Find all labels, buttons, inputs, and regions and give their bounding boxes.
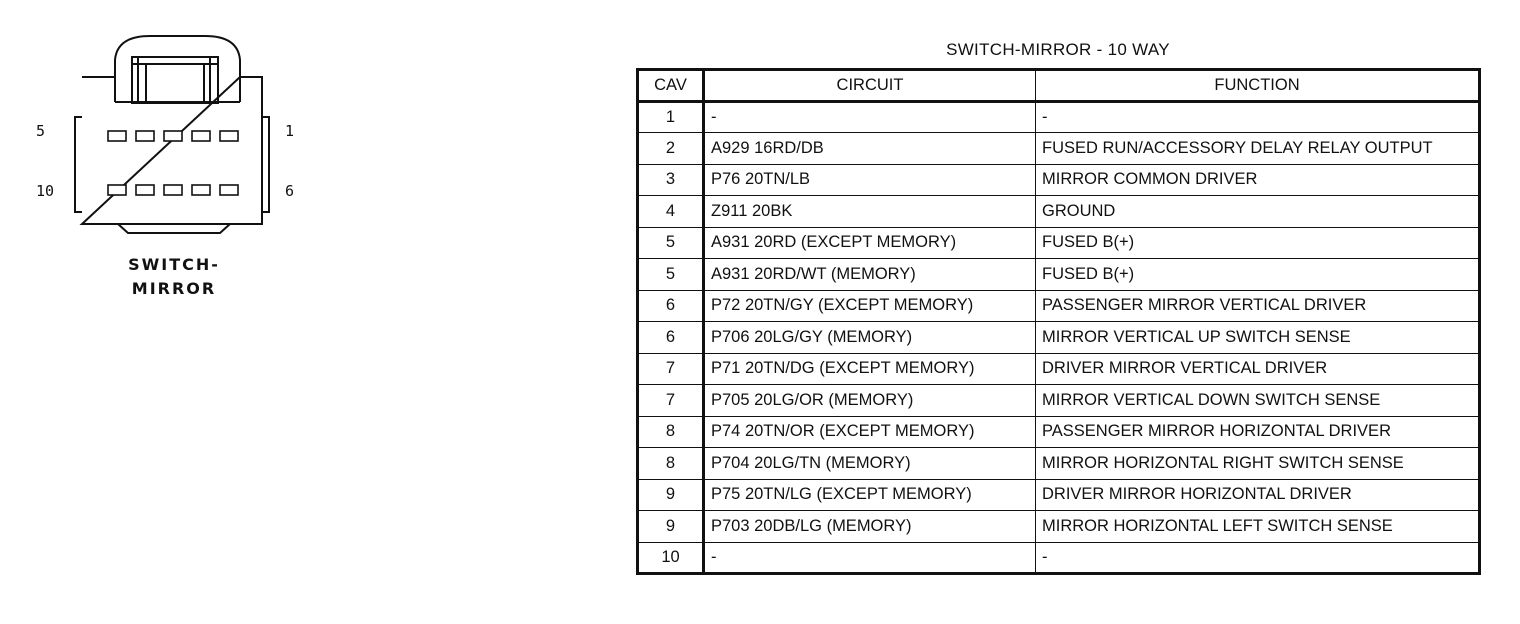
table-row	[638, 259, 1480, 291]
cell-cav: 3	[638, 164, 704, 196]
pin-label-bottom-left: 10	[36, 182, 55, 200]
cell-circuit: P704 20LG/TN (MEMORY)	[704, 448, 1036, 480]
table-row	[638, 479, 1480, 511]
cell-cav: 8	[638, 448, 704, 480]
cavity-2	[192, 131, 210, 141]
cell-cav: 1	[638, 101, 704, 133]
connector-face-diagram	[0, 0, 320, 250]
cavity-4	[136, 131, 154, 141]
cell-circuit: P76 20TN/LB	[704, 164, 1036, 196]
header-circuit: CIRCUIT	[704, 70, 1036, 102]
cell-function: MIRROR COMMON DRIVER	[1036, 164, 1480, 196]
connector-latch	[115, 36, 240, 102]
cell-cav: 9	[638, 511, 704, 543]
cell-function: MIRROR HORIZONTAL RIGHT SWITCH SENSE	[1036, 448, 1480, 480]
table-row	[638, 416, 1480, 448]
header-cav: CAV	[638, 70, 704, 102]
cell-function: FUSED B(+)	[1036, 227, 1480, 259]
cavity-3	[164, 131, 182, 141]
table-row	[638, 448, 1480, 480]
cell-function: DRIVER MIRROR VERTICAL DRIVER	[1036, 353, 1480, 385]
cell-circuit: A931 20RD/WT (MEMORY)	[704, 259, 1036, 291]
connector-bottom-tab	[118, 224, 230, 233]
cell-circuit: P705 20LG/OR (MEMORY)	[704, 385, 1036, 417]
connector-right-bracket	[262, 117, 269, 212]
cavity-5	[108, 131, 126, 141]
cell-circuit: A931 20RD (EXCEPT MEMORY)	[704, 227, 1036, 259]
cell-cav: 7	[638, 385, 704, 417]
cell-function: MIRROR HORIZONTAL LEFT SWITCH SENSE	[1036, 511, 1480, 543]
table-row	[638, 511, 1480, 543]
cavity-9	[136, 185, 154, 195]
cell-circuit: Z911 20BK	[704, 196, 1036, 228]
pinout-table	[636, 68, 1481, 575]
pin-cavities	[108, 131, 238, 195]
cell-circuit: P71 20TN/DG (EXCEPT MEMORY)	[704, 353, 1036, 385]
cell-circuit: P74 20TN/OR (EXCEPT MEMORY)	[704, 416, 1036, 448]
cell-function: -	[1036, 101, 1480, 133]
header-function: FUNCTION	[1036, 70, 1480, 102]
table-header-row	[638, 70, 1480, 102]
table-title: SWITCH-MIRROR - 10 WAY	[946, 40, 1170, 59]
connector-left-bracket	[75, 117, 82, 212]
cell-function: MIRROR VERTICAL UP SWITCH SENSE	[1036, 322, 1480, 354]
cell-circuit: A929 16RD/DB	[704, 133, 1036, 165]
cell-function: MIRROR VERTICAL DOWN SWITCH SENSE	[1036, 385, 1480, 417]
cell-function: PASSENGER MIRROR HORIZONTAL DRIVER	[1036, 416, 1480, 448]
connector-name-line1: SWITCH-	[128, 255, 220, 274]
pin-label-bottom-right: 6	[285, 182, 295, 200]
pin-label-top-left: 5	[36, 122, 46, 140]
cavity-7	[192, 185, 210, 195]
connector-body	[82, 77, 262, 224]
table-row	[638, 322, 1480, 354]
cavity-1	[220, 131, 238, 141]
cell-circuit: P72 20TN/GY (EXCEPT MEMORY)	[704, 290, 1036, 322]
cavity-8	[164, 185, 182, 195]
cell-cav: 2	[638, 133, 704, 165]
cell-function: -	[1036, 542, 1480, 574]
cell-cav: 8	[638, 416, 704, 448]
cell-function: FUSED RUN/ACCESSORY DELAY RELAY OUTPUT	[1036, 133, 1480, 165]
connector-name-line2: MIRROR	[131, 279, 217, 298]
cell-circuit: -	[704, 542, 1036, 574]
table-row	[638, 196, 1480, 228]
cell-circuit: P706 20LG/GY (MEMORY)	[704, 322, 1036, 354]
cell-cav: 5	[638, 227, 704, 259]
cell-circuit: -	[704, 101, 1036, 133]
table-row	[638, 133, 1480, 165]
cell-cav: 7	[638, 353, 704, 385]
cell-function: GROUND	[1036, 196, 1480, 228]
table-row	[638, 385, 1480, 417]
cell-cav: 4	[638, 196, 704, 228]
table-row	[638, 290, 1480, 322]
cell-circuit: P75 20TN/LG (EXCEPT MEMORY)	[704, 479, 1036, 511]
table-row	[638, 101, 1480, 133]
cell-cav: 6	[638, 290, 704, 322]
cell-function: DRIVER MIRROR HORIZONTAL DRIVER	[1036, 479, 1480, 511]
cell-cav: 10	[638, 542, 704, 574]
cell-cav: 9	[638, 479, 704, 511]
cavity-10	[108, 185, 126, 195]
cell-cav: 5	[638, 259, 704, 291]
cell-function: FUSED B(+)	[1036, 259, 1480, 291]
cell-function: PASSENGER MIRROR VERTICAL DRIVER	[1036, 290, 1480, 322]
table-row	[638, 164, 1480, 196]
cell-circuit: P703 20DB/LG (MEMORY)	[704, 511, 1036, 543]
pin-label-top-right: 1	[285, 122, 295, 140]
cavity-6	[220, 185, 238, 195]
table-row	[638, 353, 1480, 385]
cell-cav: 6	[638, 322, 704, 354]
table-row	[638, 542, 1480, 574]
table-row	[638, 227, 1480, 259]
